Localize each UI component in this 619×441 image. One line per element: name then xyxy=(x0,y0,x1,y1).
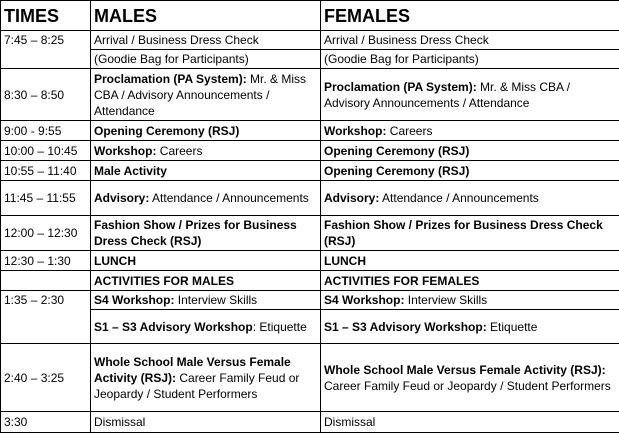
activity-detail: Career Family Feud or Jeopardy / Student Performers xyxy=(94,370,300,401)
table-row xyxy=(1,310,619,344)
males-activity-cell xyxy=(91,271,321,291)
males-activity-cell xyxy=(91,344,321,412)
time-cell: 3:30 xyxy=(1,412,91,433)
time-cell: 11:45 – 11:55 xyxy=(1,181,91,216)
activity-label: ACTIVITIES FOR MALES xyxy=(94,273,235,288)
males-activity-cell xyxy=(91,412,321,433)
time-cell: 9:00 - 9:55 xyxy=(1,121,91,141)
males-activity-cell xyxy=(91,216,321,251)
activity-detail: Careers xyxy=(156,143,203,158)
females-activity-cell xyxy=(321,251,619,271)
table-row xyxy=(1,216,619,251)
females-activity-cell xyxy=(321,50,619,69)
activity-label: S4 Workshop: xyxy=(94,293,175,307)
header-row xyxy=(1,1,619,31)
activity-label: Workshop: xyxy=(94,143,157,158)
activity-detail: Attendance / Announcements xyxy=(149,191,309,205)
activity-label: Proclamation (PA System): xyxy=(94,71,247,86)
time-cell: 2:40 – 3:25 xyxy=(1,344,91,412)
time-cell: 7:45 – 8:25 xyxy=(1,31,91,69)
activity-detail: Dismissal xyxy=(324,415,376,429)
activity-detail: Mr. & Miss CBA / Advisory Announcements / Attendance xyxy=(324,79,571,110)
activity-label: Opening Ceremony (RSJ) xyxy=(324,163,470,178)
table-row xyxy=(1,141,619,161)
males-activity-cell xyxy=(91,141,321,161)
header-females: FEMALES xyxy=(321,1,619,31)
males-activity-cell xyxy=(91,251,321,271)
males-activity-cell xyxy=(91,121,321,141)
activity-label: Opening Ceremony (RSJ) xyxy=(94,123,240,138)
activity-label: S1 – S3 Advisory Workshop: xyxy=(324,319,487,334)
activity-detail: (Goodie Bag for Participants) xyxy=(94,52,249,66)
females-activity-cell xyxy=(321,216,619,251)
activity-label: LUNCH xyxy=(324,253,366,268)
females-activity-cell xyxy=(321,291,619,310)
activity-detail: Career Family Feud or Jeopardy / Student Performers xyxy=(324,378,611,393)
table-row xyxy=(1,31,619,50)
females-activity-cell xyxy=(321,161,619,181)
females-activity-cell xyxy=(321,271,619,291)
time-cell: 8:30 – 8:50 xyxy=(1,69,91,121)
time-cell: 12:00 – 12:30 xyxy=(1,216,91,251)
activity-label: ACTIVITIES FOR FEMALES xyxy=(324,273,480,288)
activity-label: Fashion Show / Prizes for Business Dress Check (RSJ) xyxy=(324,218,603,248)
males-activity-cell xyxy=(91,69,321,121)
table-row xyxy=(1,181,619,216)
activity-detail: Mr. & Miss CBA / Advisory Announcements / Attendance xyxy=(94,71,307,118)
time-cell: 12:30 – 1:30 xyxy=(1,251,91,271)
males-activity-cell xyxy=(91,50,321,69)
males-activity-cell xyxy=(91,181,321,216)
females-activity-cell xyxy=(321,141,619,161)
activity-label: Workshop: xyxy=(324,123,387,138)
activity-label: LUNCH xyxy=(94,253,136,268)
activity-label: S1 – S3 Advisory Workshop xyxy=(94,319,253,334)
table-row xyxy=(1,50,619,69)
table-row xyxy=(1,291,619,310)
males-activity-cell xyxy=(91,291,321,310)
females-activity-cell xyxy=(321,69,619,121)
table-row xyxy=(1,121,619,141)
activity-detail: : Etiquette xyxy=(252,319,307,334)
header-times: TIMES xyxy=(1,1,91,31)
time-cell: 1:35 – 2:30 xyxy=(1,291,91,344)
time-cell: 10:55 – 11:40 xyxy=(1,161,91,181)
activity-detail: Arrival / Business Dress Check xyxy=(94,33,259,47)
table-row xyxy=(1,412,619,433)
females-activity-cell xyxy=(321,344,619,412)
activity-label: Male Activity xyxy=(94,163,167,178)
males-activity-cell xyxy=(91,310,321,344)
females-activity-cell xyxy=(321,310,619,344)
activity-label: Opening Ceremony (RSJ) xyxy=(324,143,470,158)
activity-label: Advisory: xyxy=(324,191,380,205)
header-males: MALES xyxy=(91,1,321,31)
females-activity-cell xyxy=(321,412,619,433)
table-row xyxy=(1,344,619,412)
activity-detail: Attendance / Announcements xyxy=(379,191,539,205)
activity-label: Advisory: xyxy=(94,191,150,205)
table-row xyxy=(1,251,619,271)
females-activity-cell xyxy=(321,31,619,50)
activity-detail: Etiquette xyxy=(486,319,538,334)
table-row xyxy=(1,271,619,291)
males-activity-cell xyxy=(91,161,321,181)
activity-detail: (Goodie Bag for Participants) xyxy=(324,52,479,66)
activity-detail: Arrival / Business Dress Check xyxy=(324,33,489,47)
activity-label: S4 Workshop: xyxy=(324,293,405,307)
males-activity-cell xyxy=(91,31,321,50)
females-activity-cell xyxy=(321,121,619,141)
time-cell xyxy=(1,271,91,291)
activity-label: Whole School Male Versus Female Activity (RSJ): xyxy=(324,362,606,377)
activity-detail: Interview Skills xyxy=(174,293,258,307)
activity-detail: Dismissal xyxy=(94,415,146,429)
activity-label: Whole School Male Versus Female Activity (RSJ): xyxy=(94,354,291,385)
activity-detail: Interview Skills xyxy=(404,293,488,307)
table-row xyxy=(1,161,619,181)
activity-detail: Careers xyxy=(386,123,433,138)
activity-label: Fashion Show / Prizes for Business Dress Check (RSJ) xyxy=(94,218,297,248)
table-row xyxy=(1,69,619,121)
activity-label: Proclamation (PA System): xyxy=(324,79,477,94)
time-cell: 10:00 – 10:45 xyxy=(1,141,91,161)
females-activity-cell xyxy=(321,181,619,216)
